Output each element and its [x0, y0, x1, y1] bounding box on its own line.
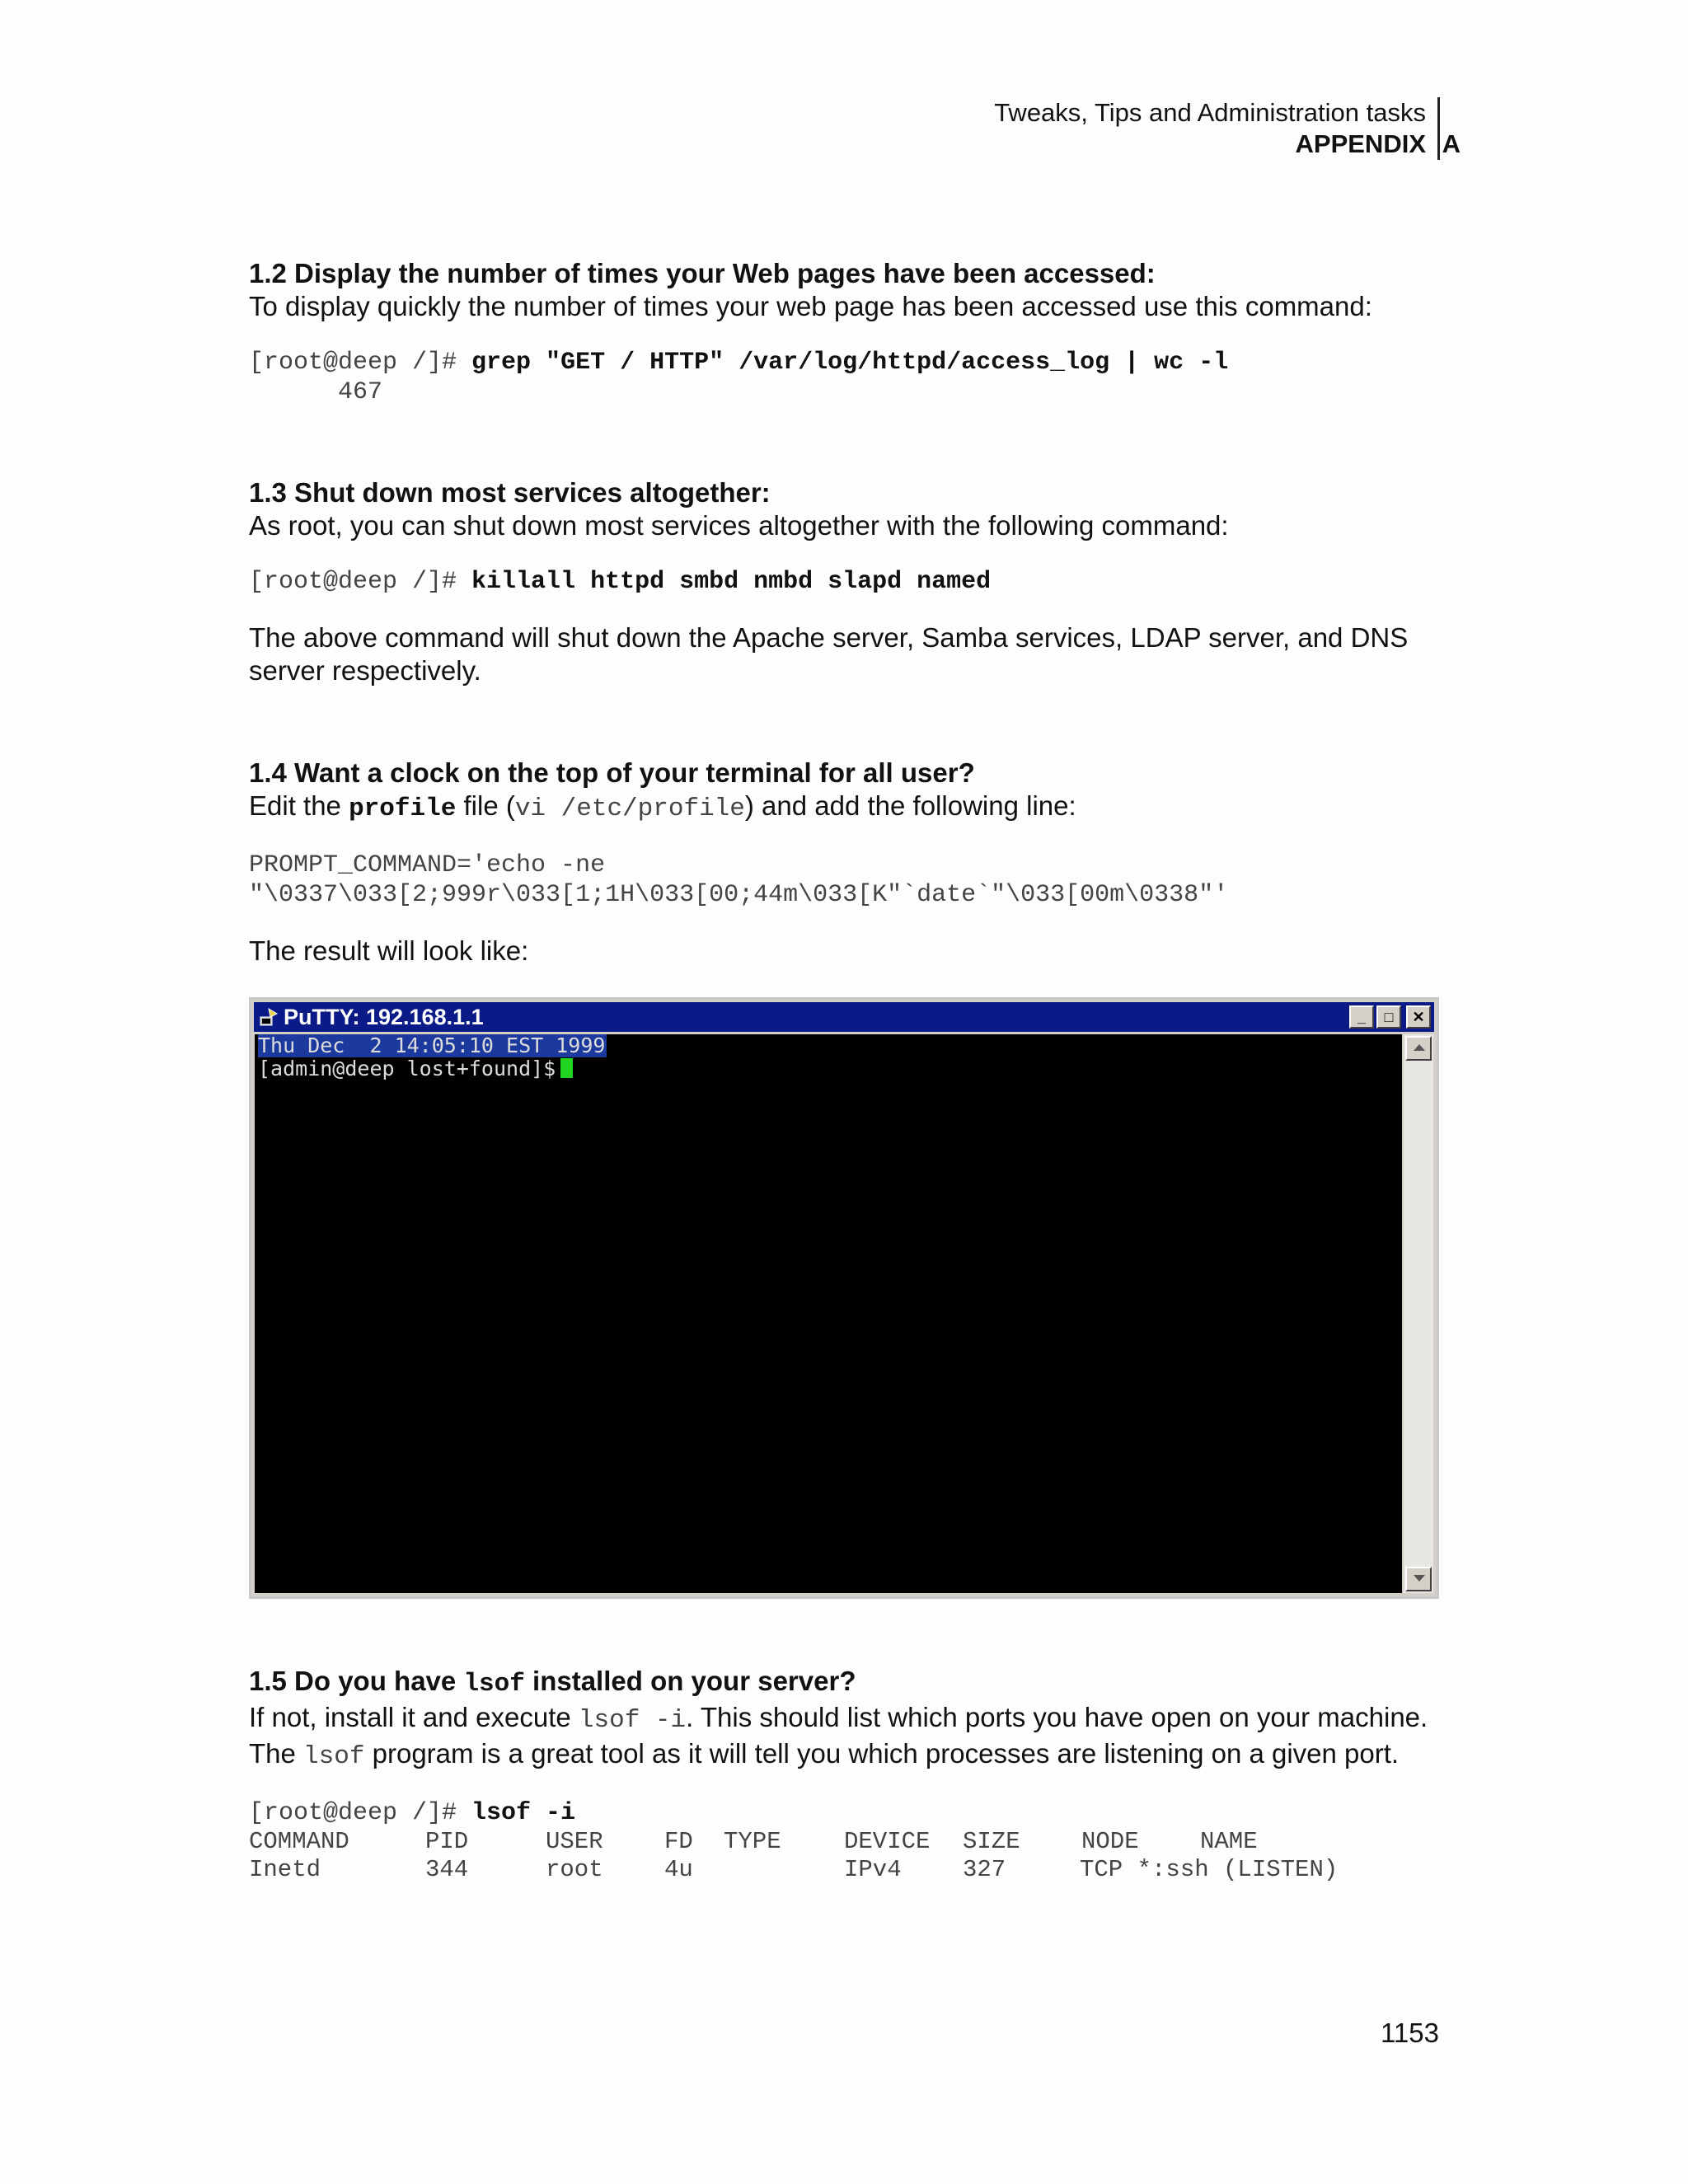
code-output: 467: [338, 378, 383, 406]
terminal-cursor: [560, 1058, 573, 1078]
code-prompt: [root@deep /]#: [249, 349, 472, 377]
column-header: DEVICE: [844, 1828, 931, 1855]
scroll-down-button[interactable]: [1405, 1567, 1432, 1591]
close-button[interactable]: ✕: [1406, 1005, 1431, 1029]
document-body: [249, 257, 1441, 1884]
table-cell: TCP *:ssh (LISTEN): [1080, 1856, 1339, 1883]
column-header: USER: [546, 1828, 603, 1855]
column-header: NAME: [1200, 1828, 1258, 1855]
scroll-up-button[interactable]: [1405, 1036, 1432, 1061]
lsof-header-row: [249, 1828, 1441, 1856]
section-heading: [249, 1665, 1441, 1701]
page-number: 1153: [1381, 2018, 1439, 2048]
down-arrow-icon: [1414, 1575, 1425, 1582]
code-text: grep "GET / HTTP" /var/log/httpd/access_log | wc -l: [471, 349, 1229, 377]
paragraph: To display quickly the number of times your web page has been accessed use this command:: [249, 291, 1372, 321]
text-run: installed on your server?: [524, 1666, 856, 1696]
section-heading: 1.3 Shut down most services altogether:: [249, 477, 771, 508]
terminal-clock-line: Thu Dec 2 14:05:10 EST 1999: [258, 1033, 606, 1057]
code-prompt: [root@deep /]#: [249, 1799, 472, 1827]
code-prompt: [root@deep /]#: [249, 568, 472, 596]
text-run: 1.5 Do you have: [249, 1666, 464, 1696]
header-letter: A: [1442, 129, 1461, 158]
inline-code-file: profile: [349, 794, 457, 823]
text-run: If not, install it and execute: [249, 1702, 579, 1732]
table-cell: 327: [963, 1856, 1006, 1883]
column-header: NODE: [1081, 1828, 1139, 1855]
inline-code-heading: lsof: [463, 1670, 525, 1699]
table-cell: 4u: [664, 1856, 693, 1883]
column-header: FD: [664, 1828, 693, 1855]
window-title: PuTTY: 192.168.1.1: [284, 1005, 484, 1029]
table-cell: root: [546, 1856, 603, 1883]
column-header: PID: [425, 1828, 469, 1855]
table-cell: IPv4: [844, 1856, 902, 1883]
inline-code-path: vi /etc/profile: [514, 794, 745, 823]
text-run: . This should list which ports you have open on your machine. The: [249, 1702, 1428, 1769]
text-run: file (: [456, 790, 515, 821]
section-heading: 1.4 Want a clock on the top of your terminal for all user?: [249, 757, 975, 788]
window-titlebar[interactable]: [254, 1002, 1434, 1032]
table-cell: 344: [425, 1856, 469, 1883]
paragraph: The result will look like:: [249, 935, 529, 966]
lsof-data-row: [249, 1856, 1441, 1884]
paragraph: [249, 790, 1441, 826]
paragraph: The above command will shut down the Apache server, Samba services, LDAP server, and DNS server respectively.: [249, 622, 1409, 686]
column-header: SIZE: [963, 1828, 1020, 1855]
window-controls: [1349, 1005, 1431, 1029]
running-header: [994, 97, 1461, 160]
code-text: killall httpd smbd nmbd slapd named: [471, 568, 992, 596]
up-arrow-icon: [1414, 1044, 1425, 1051]
vertical-scrollbar[interactable]: [1404, 1034, 1433, 1593]
code-command: [249, 567, 1441, 597]
column-header: TYPE: [724, 1828, 781, 1855]
code-command: [249, 1798, 1441, 1828]
code-line: PROMPT_COMMAND='echo -ne: [249, 851, 606, 879]
text-run: ) and add the following line:: [744, 790, 1076, 821]
inline-code: lsof -i: [578, 1706, 687, 1735]
paragraph: [249, 1701, 1441, 1774]
section-heading: 1.2 Display the number of times your Web pages have been accessed:: [249, 258, 1156, 288]
code-command: [249, 348, 1441, 377]
header-appendix: APPENDIX: [1295, 129, 1426, 158]
text-run: Edit the: [249, 790, 349, 821]
maximize-button[interactable]: □: [1376, 1005, 1401, 1029]
terminal-prompt: [admin@deep lost+found]$: [258, 1057, 556, 1080]
header-title: Tweaks, Tips and Administration tasks: [994, 98, 1426, 127]
putty-window: [249, 997, 1439, 1599]
table-cell: Inetd: [249, 1856, 321, 1883]
minimize-button[interactable]: _: [1349, 1005, 1374, 1029]
paragraph: As root, you can shut down most services altogether with the following command:: [249, 510, 1229, 541]
terminal-screen[interactable]: [255, 1034, 1402, 1593]
putty-icon: [259, 1007, 279, 1027]
code-line: "\0337\033[2;999r\033[1;1H\033[00;44m\033[K"`date`"\033[00m\0338"': [249, 881, 1229, 909]
inline-code: lsof: [303, 1742, 365, 1771]
column-header: COMMAND: [249, 1828, 349, 1855]
code-text: lsof -i: [471, 1799, 576, 1827]
text-run: program is a great tool as it will tell you which processes are listening on a given port.: [364, 1738, 1400, 1769]
